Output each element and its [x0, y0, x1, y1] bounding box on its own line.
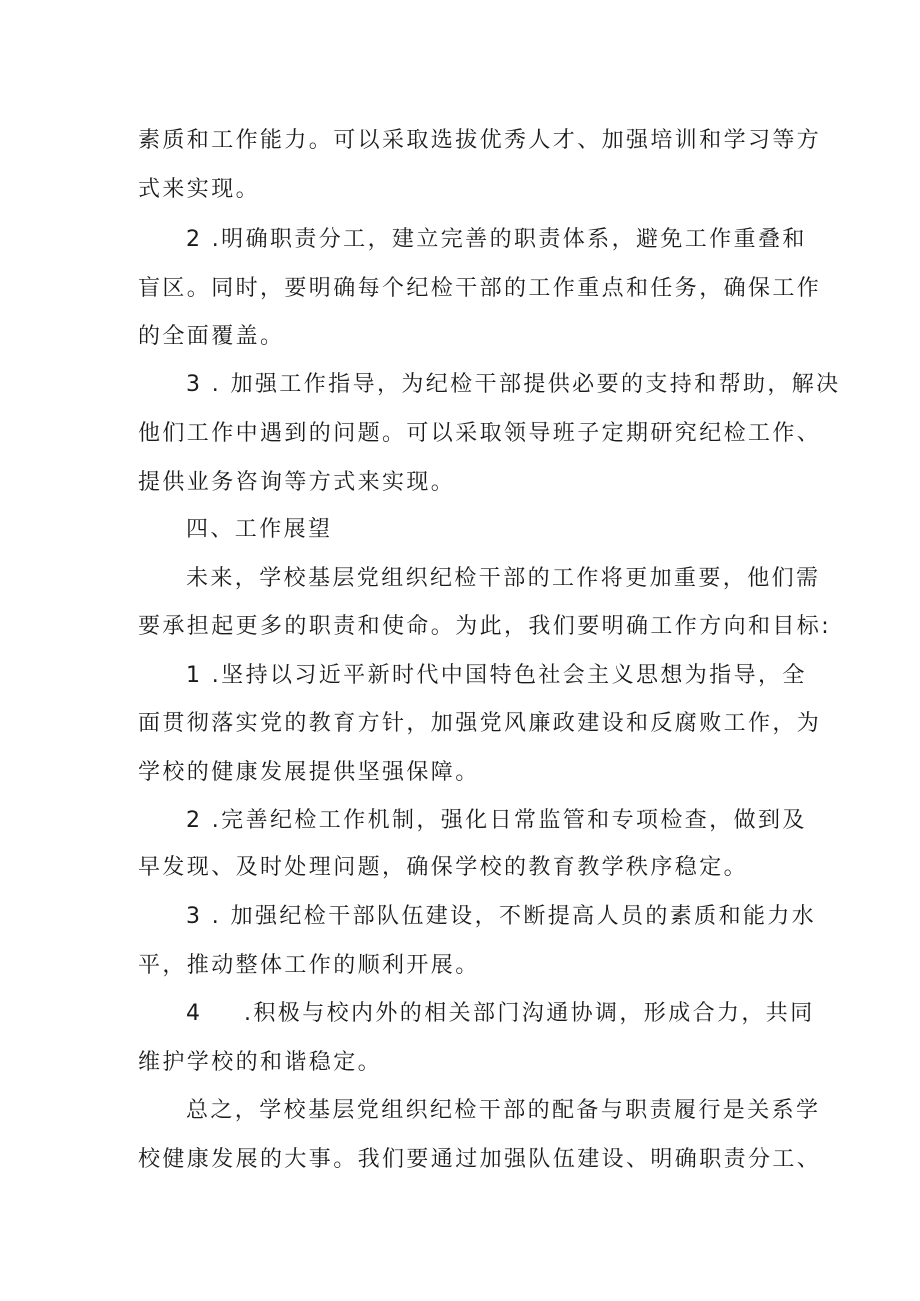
text-line-8: 提供业务咨询等方式来实现。	[138, 470, 456, 495]
text-line-10: 未来，学校基层党组织纪检干部的工作将更加重要，他们需	[186, 566, 821, 591]
text-line-7: 他们工作中遇到的问题。可以采取领导班子定期研究纪检工作、	[138, 421, 822, 446]
text-line-18: 平，推动整体工作的顺利开展。	[138, 953, 480, 978]
text-line-11: 要承担起更多的职责和使命。为此，我们要明确工作方向和目标:	[138, 614, 832, 639]
text-line-19	[186, 999, 815, 1029]
text-line-17: 3 . 加强纪检干部队伍建设，不断提高人员的素质和能力水	[186, 904, 817, 929]
text-line-3: 2 .明确职责分工，建立完善的职责体系，避免工作重叠和	[186, 227, 807, 252]
text-line-16: 早发现、及时处理问题，确保学校的教育教学秩序稳定。	[138, 855, 749, 880]
text-line-19-body: .积极与校内外的相关部门沟通协调，形成合力，共同	[244, 1001, 815, 1026]
text-line-4: 盲区。同时，要明确每个纪检干部的工作重点和任务，确保工作	[138, 276, 822, 301]
text-line-21: 总之，学校基层党组织纪检干部的配备与职责履行是关系学	[186, 1098, 821, 1123]
text-line-12: 1 .坚持以习近平新时代中国特色社会主义思想为指导，全	[186, 663, 807, 688]
item-number: 4	[186, 1001, 203, 1026]
text-line-1: 素质和工作能力。可以采取选拔优秀人才、加强培训和学习等方	[138, 128, 822, 153]
text-line-2: 式来实现。	[138, 177, 261, 202]
text-line-15: 2 .完善纪检工作机制，强化日常监管和专项检查，做到及	[186, 808, 807, 833]
text-line-20: 维护学校的和谐稳定。	[138, 1050, 383, 1075]
text-line-22: 校健康发展的大事。我们要通过加强队伍建设、明确职责分工、	[138, 1147, 822, 1172]
text-line-13: 面贯彻落实党的教育方针，加强党风廉政建设和反腐败工作，为	[138, 711, 822, 736]
text-line-14: 学校的健康发展提供坚强保障。	[138, 760, 480, 785]
text-line-6: 3 . 加强工作指导，为纪检干部提供必要的支持和帮助，解决	[186, 372, 841, 397]
section-heading: 四、工作展望	[186, 517, 333, 542]
text-line-5: 的全面覆盖。	[138, 324, 285, 349]
